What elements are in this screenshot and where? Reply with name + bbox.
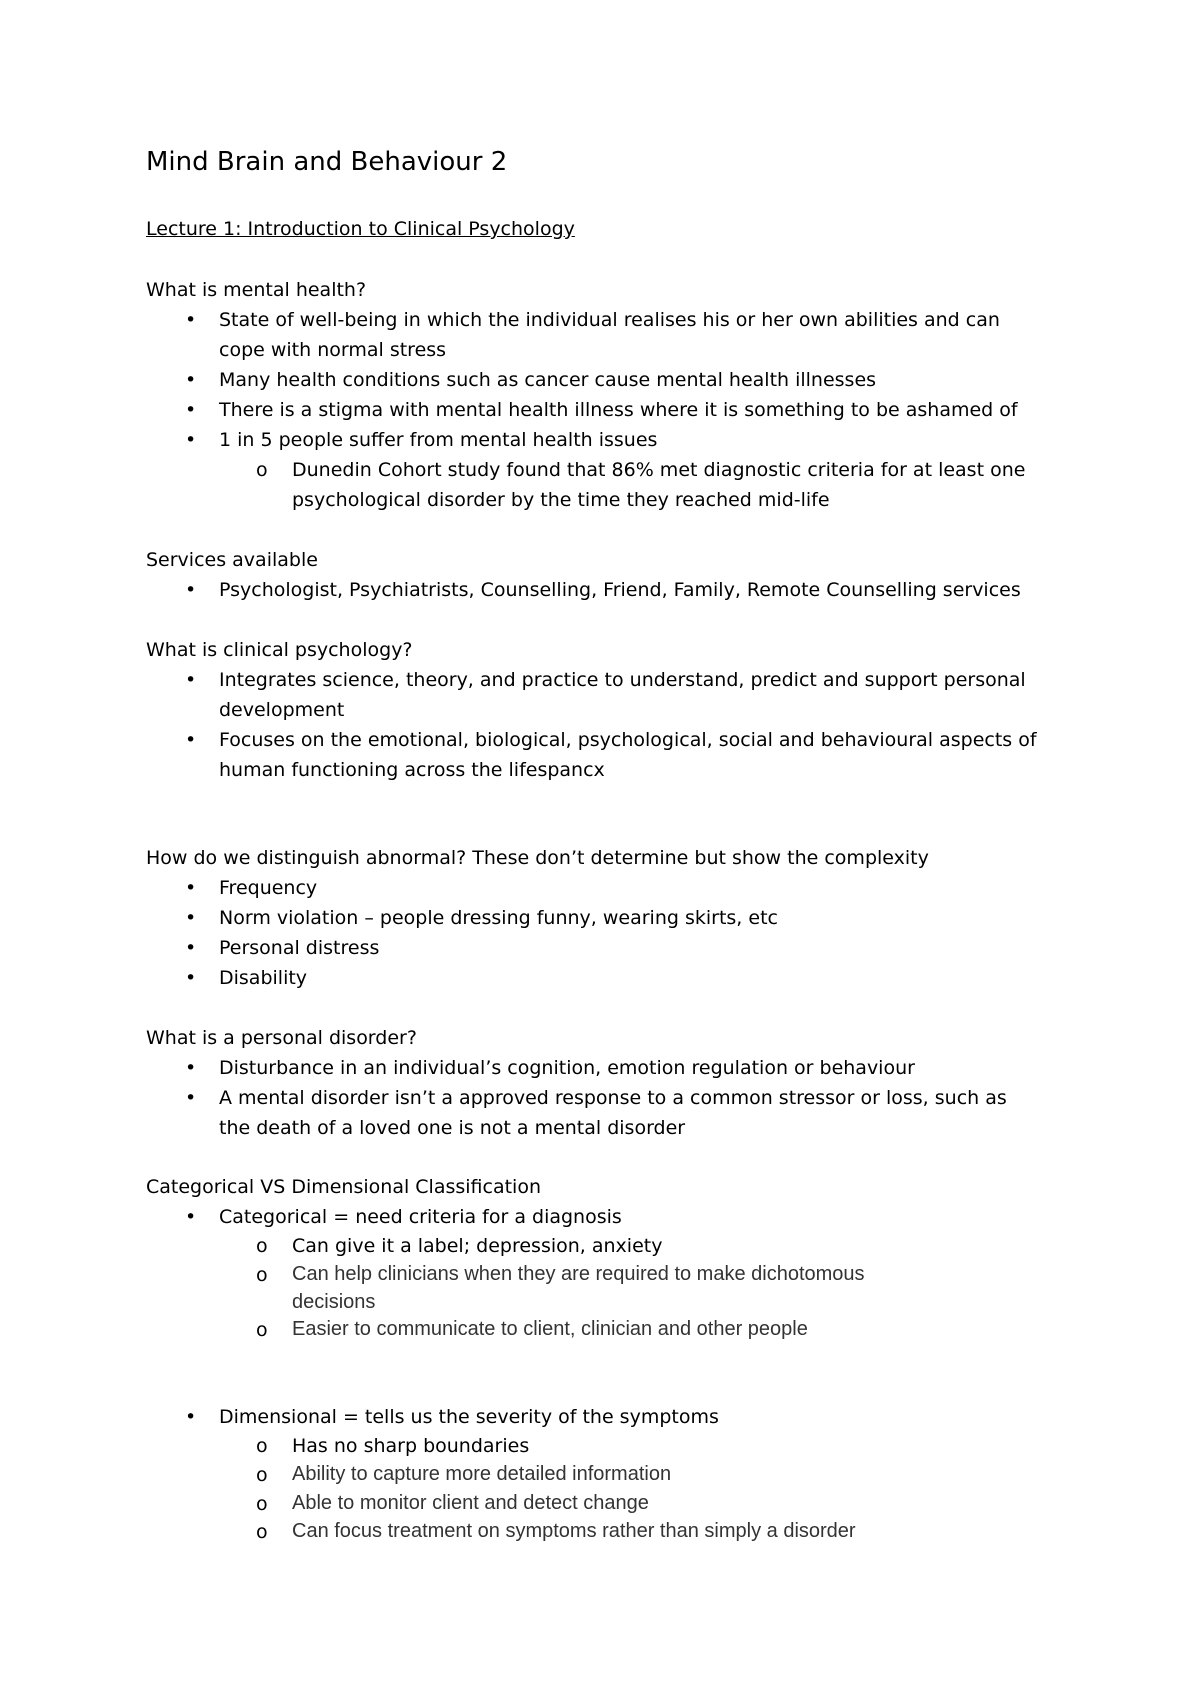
bullet-icon: • xyxy=(185,669,197,691)
list-item: Focuses on the emotional, biological, psychological, social and behavioural aspects of xyxy=(219,729,1037,751)
bullet-icon: • xyxy=(185,309,197,331)
sub-list-item: Can focus treatment on symptoms rather than simply a disorder xyxy=(292,1520,856,1542)
list-item: Psychologist, Psychiatrists, Counselling, Friend, Family, Remote Counselling services xyxy=(219,579,1021,601)
bullet-icon: • xyxy=(185,1206,197,1228)
section-heading-personal-disorder: What is a personal disorder? xyxy=(146,1027,417,1049)
sub-bullet-icon: o xyxy=(256,1464,268,1486)
list-item: Disability xyxy=(219,967,308,989)
list-item: Frequency xyxy=(219,877,318,899)
sub-list-item-continuation: psychological disorder by the time they reached mid-life xyxy=(292,489,830,511)
sub-bullet-icon: o xyxy=(256,1235,268,1257)
sub-list-item: Has no sharp boundaries xyxy=(292,1435,530,1457)
bullet-icon: • xyxy=(185,1406,197,1428)
bullet-icon: • xyxy=(185,1087,197,1109)
bullet-icon: • xyxy=(185,429,197,451)
bullet-icon: • xyxy=(185,369,197,391)
bullet-icon: • xyxy=(185,399,197,421)
list-item: Norm violation – people dressing funny, wearing skirts, etc xyxy=(219,907,778,929)
list-item-continuation: the death of a loved one is not a mental disorder xyxy=(219,1117,686,1139)
bullet-icon: • xyxy=(185,877,197,899)
section-heading-mental-health: What is mental health? xyxy=(146,279,367,301)
sub-bullet-icon: o xyxy=(256,1435,268,1457)
bullet-icon: • xyxy=(185,579,197,601)
list-item: 1 in 5 people suffer from mental health issues xyxy=(219,429,658,451)
list-item: State of well-being in which the individual realises his or her own abilities and can xyxy=(219,309,1000,331)
document-title: Mind Brain and Behaviour 2 xyxy=(146,147,508,177)
sub-list-item: Dunedin Cohort study found that 86% met diagnostic criteria for at least one xyxy=(292,459,1026,481)
list-item: Disturbance in an individual’s cognition, emotion regulation or behaviour xyxy=(219,1057,915,1079)
list-item: Many health conditions such as cancer cause mental health illnesses xyxy=(219,369,877,391)
list-item-continuation: development xyxy=(219,699,345,721)
sub-bullet-icon: o xyxy=(256,459,268,481)
bullet-icon: • xyxy=(185,1057,197,1079)
section-heading-services: Services available xyxy=(146,549,318,571)
list-item: Personal distress xyxy=(219,937,380,959)
list-item: A mental disorder isn’t a approved response to a common stressor or loss, such as xyxy=(219,1087,1007,1109)
bullet-icon: • xyxy=(185,967,197,989)
sub-list-item-continuation: decisions xyxy=(292,1291,376,1313)
list-item-continuation: cope with normal stress xyxy=(219,339,447,361)
section-heading-clinical: What is clinical psychology? xyxy=(146,639,413,661)
list-item-categorical: Categorical = need criteria for a diagnosis xyxy=(219,1206,622,1228)
list-item-continuation: human functioning across the lifespancx xyxy=(219,759,605,781)
sub-list-item: Can give it a label; depression, anxiety xyxy=(292,1235,663,1257)
bullet-icon: • xyxy=(185,907,197,929)
section-heading-classification: Categorical VS Dimensional Classification xyxy=(146,1176,542,1198)
sub-bullet-icon: o xyxy=(256,1264,268,1286)
list-item-dimensional: Dimensional = tells us the severity of the symptoms xyxy=(219,1406,719,1428)
sub-list-item: Ability to capture more detailed information xyxy=(292,1463,672,1485)
sub-bullet-icon: o xyxy=(256,1521,268,1543)
sub-bullet-icon: o xyxy=(256,1493,268,1515)
bullet-icon: • xyxy=(185,937,197,959)
list-item: There is a stigma with mental health illness where it is something to be ashamed of xyxy=(219,399,1018,421)
list-item: Integrates science, theory, and practice to understand, predict and support personal xyxy=(219,669,1026,691)
sub-list-item: Can help clinicians when they are required to make dichotomous xyxy=(292,1263,865,1285)
lecture-heading: Lecture 1: Introduction to Clinical Psychology xyxy=(146,218,575,240)
bullet-icon: • xyxy=(185,729,197,751)
sub-list-item: Easier to communicate to client, clinician and other people xyxy=(292,1318,808,1340)
section-heading-abnormal: How do we distinguish abnormal? These don’t determine but show the complexity xyxy=(146,847,929,869)
sub-bullet-icon: o xyxy=(256,1319,268,1341)
sub-list-item: Able to monitor client and detect change xyxy=(292,1492,649,1514)
